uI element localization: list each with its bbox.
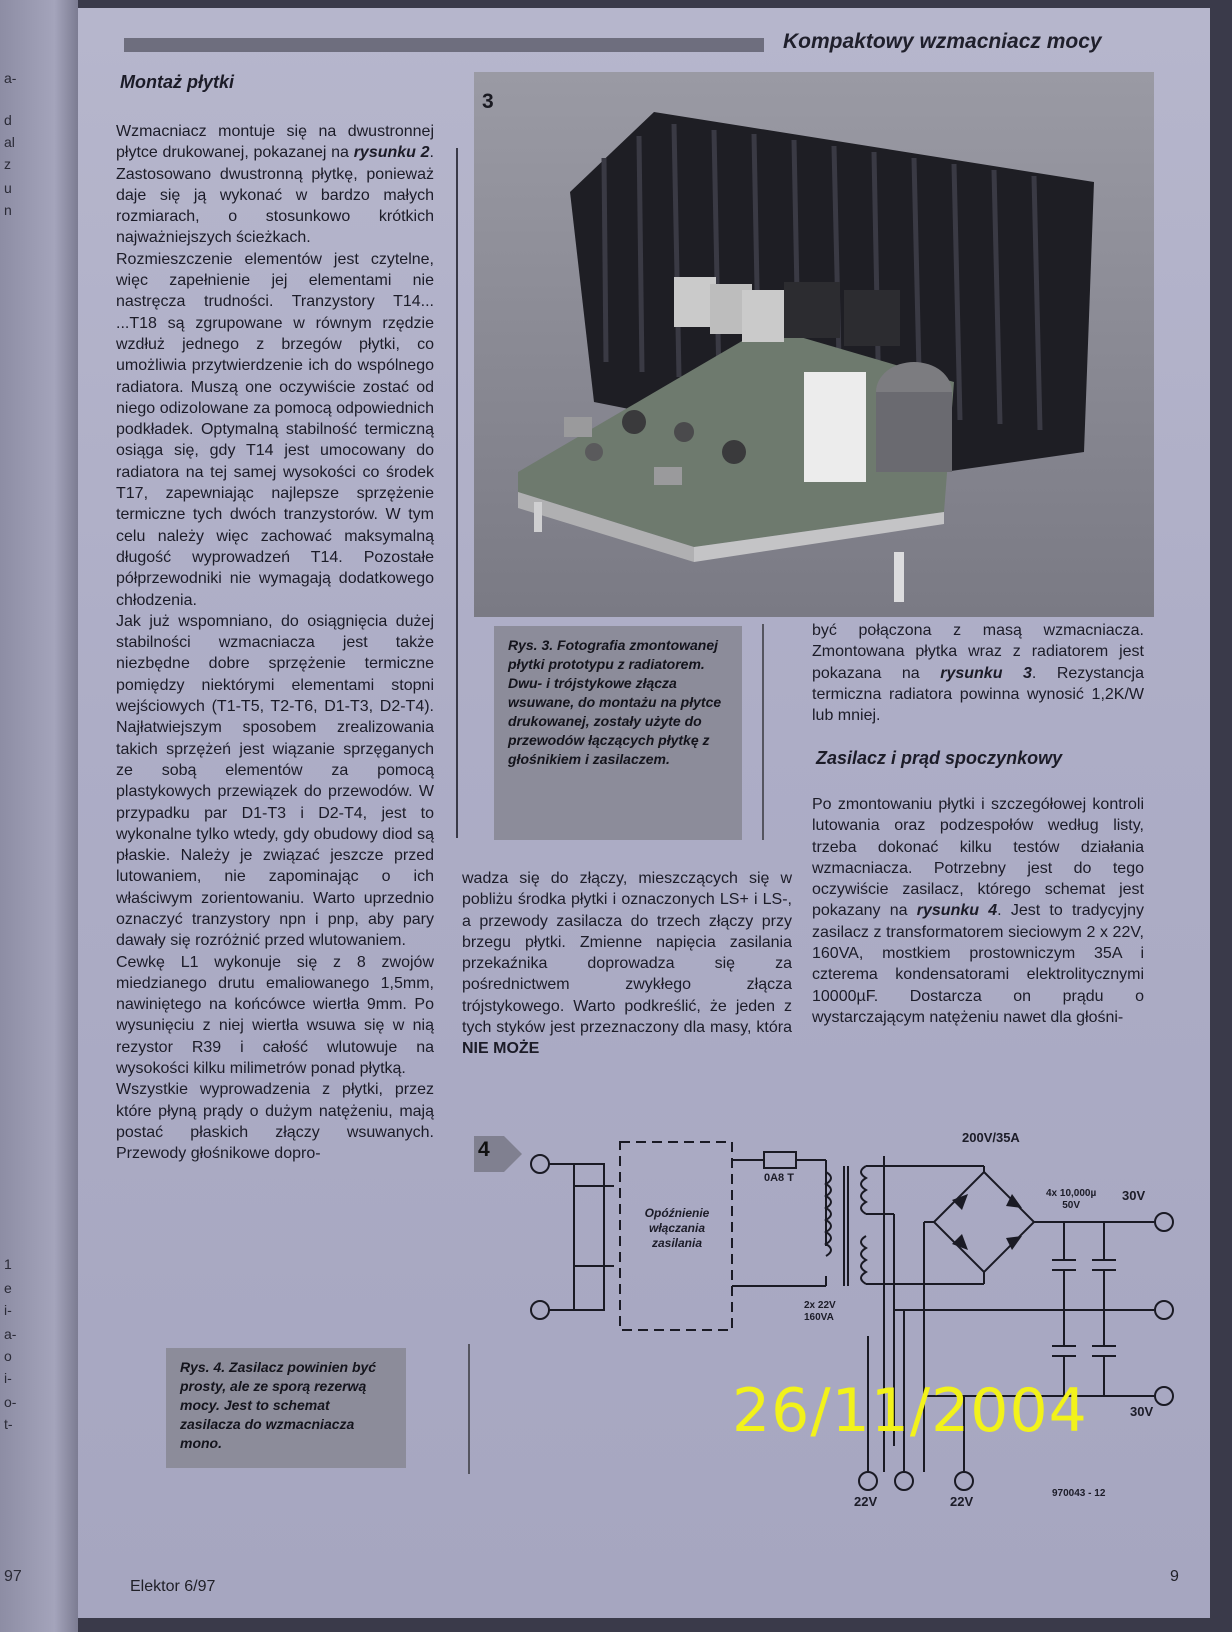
figure-4-caption: Rys. 4. Zasilacz powinien być prosty, ale ze sporą rezerwą mocy. Jest to schemat zasilacza do wzmacniacza mono. bbox=[166, 1348, 406, 1468]
paragraph: Jak już wspomniano, do osiągnięcia dużej stabilności wzmacniacza jest także niezbędne dobre sprzężenie termiczne pomiędzy niektórymi elementami stopni wejściowych (T1-T5, T2-T6, D1-T3, D2-T4). Najłatwiejszym sposobem zrealizowania takich sprzężeń jest wiązanie sprzęganych ze sobą elementów za pomocą plastykowych przewiązek do przewodów. W przypadku par D1-T3 i D2-T4, jest to wykonalne tylko wtedy, gdy obudowy diod są płaskie. Należy je związać jeszcze przed lutowaniem, nie zapominając o ich właściwym zorientowaniu. Warto uprzednio oznaczyć tranzystory npn i pnp, aby pary dawały się rozróżnić przed wlutowaniem. bbox=[116, 612, 434, 950]
edge-fragment: t- bbox=[4, 1416, 13, 1432]
figure-reference: rysunku 2 bbox=[353, 144, 430, 162]
edge-fragment: 1 bbox=[4, 1256, 12, 1272]
paragraph bbox=[462, 868, 792, 1060]
column-divider bbox=[456, 148, 458, 838]
camera-date-stamp: 26/11/2004 bbox=[732, 1376, 1088, 1446]
paragraph: Rozmieszczenie elementów jest czytelne, więc zapełnienie jej elementami nie nastręcza trudności. Tranzystory T14... ...T18 są zgrupowane w równym rzędzie wzdłuż jednego z brzegów płytki, co umożliwia przytwierdzenie ich do wspólnego radiatora. Muszą one oczywiście zostać od niego odizolowane za pomocą odpowiednich podkładek. Optymalną stabilność termiczną osiąga się, gdy T14 jest umocowany do radiatora na tej samej wysokości co środek T17, zapewniając najlepsze sprzężenie termiczne tych dwóch tranzystorów. W tym celu należy więc zachować maksymalną długość wyprowadzeń T14. Pozostałe półprzewodniki nie wymagają dodatkowego chłodzenia. bbox=[116, 250, 434, 609]
paragraph bbox=[812, 620, 1144, 726]
edge-fragment: o- bbox=[4, 1394, 17, 1410]
transformer-label bbox=[804, 1300, 836, 1324]
column-3-top-text bbox=[812, 620, 1144, 726]
paragraph: Wszystkie wyprowadzenia z płytki, przez które płyną prądy o dużym natężeniu, mają postać płaskich złączy wsuwanych. Przewody głośnikowe dopro- bbox=[116, 1081, 434, 1163]
capacitor-label bbox=[1046, 1188, 1096, 1212]
footer-page-number: 9 bbox=[1170, 1568, 1179, 1585]
edge-fragment: z bbox=[4, 156, 11, 172]
figure-reference: rysunku 3 bbox=[940, 664, 1032, 682]
fuse-label: 0A8 T bbox=[764, 1172, 794, 1184]
edge-fragment: i- bbox=[4, 1302, 12, 1318]
paragraph: Cewkę L1 wykonuje się z 8 zwojów miedzianego drutu emaliowanego 1,5mm, nawiniętego na końcówce wiertła 9mm. Po wysunięciu z niej wiertła wsuwa się w nią rezystor R39 i całość wlutowuje na wysokości kilku milimetrów ponad płytką. bbox=[116, 953, 434, 1078]
edge-fragment: u bbox=[4, 180, 12, 196]
label: włączania bbox=[648, 1221, 706, 1235]
edge-fragment: a- bbox=[4, 70, 17, 86]
amplifier-board-photo bbox=[474, 72, 1154, 617]
figure-4-number: 4 bbox=[478, 1138, 490, 1161]
text: . Rezystancja termiczna radiatora powinna wynosić 1,2K/W lub mniej. bbox=[812, 664, 1144, 725]
delay-box-label bbox=[624, 1206, 730, 1251]
output-22v-left: 22V bbox=[854, 1494, 878, 1509]
edge-fragment: n bbox=[4, 202, 12, 218]
text: . Zastosowano dwustronną płytkę, ponieważ daje się ją wykonać w bardzo małych rozmiarach, o stosunkowo krótkich najważniejszych ścieżkach. bbox=[116, 144, 434, 247]
bridge-label: 200V/35A bbox=[962, 1130, 1020, 1145]
edge-fragment: e bbox=[4, 1280, 12, 1296]
text: . Jest to tradycyjny zasilacz z transformatorem sieciowym 2 x 22V, 160VA, mostkiem prostowniczym 35A i czterema kondensatorami elektrolitycznymi 10000µF. Dostarcza on prądu o wystarczającym natężeniu nawet dla głośni- bbox=[812, 902, 1144, 1026]
label: zasilania bbox=[651, 1236, 703, 1250]
edge-fragment: o bbox=[4, 1348, 12, 1364]
figure-reference: rysunku 4 bbox=[916, 902, 998, 920]
emphasis: NIE MOŻE bbox=[462, 1040, 540, 1058]
header-rule bbox=[124, 38, 764, 52]
drawing-code: 970043 - 12 bbox=[1052, 1488, 1106, 1499]
column-3-text bbox=[812, 794, 1144, 1028]
edge-fragment: d bbox=[4, 112, 12, 128]
column-2-text bbox=[462, 868, 792, 1060]
paragraph bbox=[812, 794, 1144, 1028]
column-1-text bbox=[116, 121, 434, 1165]
adjacent-page-edge bbox=[0, 0, 78, 1632]
edge-fragment: i- bbox=[4, 1370, 12, 1386]
label: 160VA bbox=[804, 1312, 834, 1323]
page-header-title: Kompaktowy wzmacniacz mocy bbox=[783, 30, 1102, 53]
figure-3-photo bbox=[474, 72, 1154, 617]
caption-divider bbox=[468, 1344, 470, 1474]
section-heading-zasilacz: Zasilacz i prąd spoczynkowy bbox=[816, 748, 1063, 768]
edge-page-number: 97 bbox=[4, 1568, 22, 1585]
figure-3-number: 3 bbox=[482, 90, 494, 113]
edge-fragment: al bbox=[4, 134, 15, 150]
figure-4-schematic bbox=[474, 1130, 1174, 1536]
negative-voltage-label: 30V bbox=[1130, 1404, 1154, 1419]
caption-divider bbox=[762, 624, 764, 840]
label: 2x 22V bbox=[804, 1300, 836, 1311]
label: 50V bbox=[1062, 1200, 1081, 1211]
footer-issue: Elektor 6/97 bbox=[130, 1578, 216, 1595]
edge-fragment: a- bbox=[4, 1326, 17, 1342]
label: 4x 10,000µ bbox=[1046, 1188, 1097, 1199]
output-22v-right: 22V bbox=[950, 1494, 974, 1509]
text: Po zmontowaniu płytki i szczegółowej kontroli lutowania oraz podzespołów według listy, trzeba dokonać kilku testów działania wzmacniacza. Potrzebny jest do tego oczywiście zasilacz, którego schemat jest pokazany na bbox=[812, 796, 1144, 920]
figure-3-caption: Rys. 3. Fotografia zmontowanej płytki prototypu z radiatorem. Dwu- i trójstykowe złącza wsuwane, do montażu na płytce drukowanej, zostały użyte do przewodów łączących płytkę z głośnikiem i zasilaczem. bbox=[494, 626, 742, 840]
section-heading-montaz: Montaż płytki bbox=[120, 72, 235, 92]
text: być połączona z masą wzmacniacza. Zmontowana płytka wraz z radiatorem jest pokazana na bbox=[812, 622, 1144, 682]
text: wadza się do złączy, mieszczących się w pobliżu środka płytki i oznaczonych LS+ i LS-, a przewody zasilacza do trzech złączy przy brzegu płytki. Zmienne napięcia zasilania przekaźnika doprowadza się za pośrednictwem zwykłego złącza trójstykowego. Warto podkreślić, że jeden z tych styków jest przeznaczony dla masy, która bbox=[462, 870, 792, 1037]
positive-voltage-label: 30V bbox=[1122, 1188, 1146, 1203]
text: Wzmacniacz montuje się na dwustronnej płytce drukowanej, pokazanej na bbox=[116, 123, 434, 162]
label: Opóźnienie bbox=[644, 1206, 710, 1220]
paragraph bbox=[116, 121, 434, 249]
